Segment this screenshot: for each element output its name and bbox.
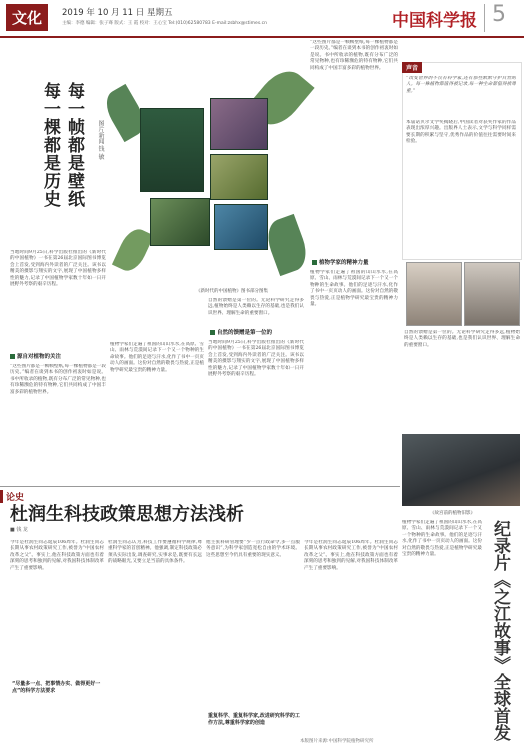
portrait-photo [464, 262, 520, 326]
book-cover-image [140, 108, 204, 192]
flower-photo [210, 98, 268, 150]
lower-column-3: 他主张科研管理要“少一点行政命令,多一点服务意识”,为科学家创造宽松自由的学术环境。这些思想至今仍具有重要的现实意义。 [206, 540, 300, 558]
lower-subhead-2: 重复科学、重复科学家,改进研究科学的工作方法,尊重科学家的创造 [208, 713, 300, 726]
subhead-botanist-spirit: 植物学家的精神力量 [312, 258, 369, 266]
masthead [0, 0, 524, 38]
right-lower-column: 植物学家们走遍了祖国的山山水水,在高原、雪山、雨林与荒漠间记录下一个又一个物种的生命故事。他们的足迹与汗水,化作了书中一页页动人的画面。这份对自然的敬畏与热爱,正是植物学研究最宝贵的精神力量。 [402, 520, 482, 558]
lower-column-1: 今年是杜润生同志诞辰106周年。杜润生同志长期从事农村政策研究工作,被誉为“中国农村改革之父”。事实上,他在科技政策方面也有着深刻的思考和独到的见解,对我国科技体制改革产生了重要影响。 [10, 540, 104, 571]
historic-photo-caption: 《故宫前的植物旧影》 [430, 511, 475, 516]
lower-section-tag: 论史 [0, 490, 24, 503]
section-divider [0, 486, 400, 487]
sidebar-text: 本届诺贝尔文学奖揭晓后,中国读者对获奖作家的作品表现出浓厚兴趣。出版界人士表示,文学与科学同样需要长期的积累与坚守,优秀作品的价值往往需要时间来检验。 [406, 120, 516, 145]
leaf-decoration [262, 214, 312, 276]
sidebar-text-lower: 自然的馈赠是第一位的。无论科学研究走得多远,植物始终是人类赖以生存的基础,也是我们认识世界、理解生命的重要窗口。 [404, 330, 520, 348]
body-column-3: 当地时间9月25日,科学出版社推出的《新时代的中国植物》一书在第26届北京国际图书博览会上首发,受到海内外读者的广泛关注。该书以精美的摄影与翔实的文字,展现了中国植物多样性的魅力,记录了中国植物学家数十年如一日开展野外考察的艰辛历程。 [208, 340, 304, 378]
plant-photo [210, 154, 268, 200]
body-column-4: “这些图片都是一帧帧壁纸,每一棵植物都是一段历史。”编者在谈到本书的创作初衷时如是说。书中所收录的植物,既有分布广泛的常见物种,也有珍稀濒危的特有物种,它们共同构成了中国丰富多彩的植物世界。 [310, 40, 398, 71]
sidebar-heading: 声音 [402, 62, 422, 73]
water-plant-photo [214, 204, 268, 250]
feature-author: 图片新闻 钱 敏 [97, 120, 104, 160]
lower-article-title: 杜润生科技政策思想方法浅析 [10, 504, 244, 525]
body-column-1: “这些图片都是一帧帧壁纸,每一棵植物都是一段历史。”编者在谈到本书的创作初衷时如是说。书中所收录的植物,既有分布广泛的常见物种,也有珍稀濒危的特有物种,它们共同构成了中国丰富多彩的植物世界。 [10, 364, 106, 395]
sidebar-quote: “改变世界的不仅有科学家,还有那些默默守护自然的人。每一株植物都值得被记录,每一种生命都值得被尊重。” [406, 76, 516, 94]
issue-date: 2019 年 10 月 11 日 星期五 [62, 8, 173, 18]
portrait-photo [406, 262, 462, 326]
feature-image-caption: 《新时代的中国植物》图书部分图集 [196, 289, 268, 294]
body-column-5: 植物学家们走遍了祖国的山山水水,在高原、雪山、雨林与荒漠间记录下一个又一个物种的生命故事。他们的足迹与汗水,化作了书中一页页动人的画面。这份对自然的敬畏与热爱,正是植物学研究最宝贵的精神力量。 [310, 270, 398, 308]
intro-paragraph: 当地时间9月25日,科学出版社推出的《新时代的中国植物》一书在第26届北京国际图书博览会上首发,受到海内外读者的广泛关注。该书以精美的摄影与翔实的文字,展现了中国植物多样性的魅力,记录了中国植物学家数十年如一日开展野外考察的艰辛历程。 [10, 250, 106, 288]
page-number: 5 [492, 2, 506, 27]
subhead-nature-gift: 自然的馈赠是第一位的 [210, 328, 272, 336]
feature-title-1: 每一帧都是壁纸 [64, 82, 84, 208]
page-footer: 本版图片来源:中国科学院植物研究所 [300, 739, 374, 744]
body-column-3-top: 自然的馈赠是第一位的。无论科学研究走得多远,植物始终是人类赖以生存的基础,也是我们认识世界、理解生命的重要窗口。 [208, 298, 304, 316]
lower-column-2: 杜润生同志认为,科技工作要遵循科学规律,尊重科学家的首创精神。他强调,制定科技政策必须从实际出发,调查研究,实事求是,既要有长远的战略眼光,又要立足当前的具体条件。 [108, 540, 202, 565]
masthead-divider [484, 4, 485, 32]
historic-photo [402, 434, 520, 506]
forest-photo [150, 198, 210, 246]
section-tag: 文化 [6, 4, 48, 31]
feature-title-2: 每一棵都是历史 [40, 82, 60, 208]
lower-subhead-1: “尽量多一点、把事情办实、做得更好一点”的科学方法要求 [12, 681, 101, 694]
leaf-decoration [112, 225, 154, 276]
plant-collage [110, 68, 310, 288]
newspaper-logo: 中国科学报 [392, 11, 477, 31]
lower-article-byline: ■ 钱 龙 [10, 527, 28, 533]
body-column-2: 植物学家们走遍了祖国的山山水水,在高原、雪山、雨林与荒漠间记录下一个又一个物种的生命故事。他们的足迹与汗水,化作了书中一页页动人的画面。这份对自然的敬畏与热爱,正是植物学研究最宝贵的精神力量。 [110, 342, 204, 373]
staff-credits: 主编：李德 编辑：张子骞 版式：王 霞 校对：王心宝 Tel:(010)62580783 E-mail:zsbhx@stimes.cn [62, 21, 267, 26]
subhead-plant-focus: 源自对植物的关注 [10, 352, 61, 360]
lower-column-4: 今年是杜润生同志诞辰106周年。杜润生同志长期从事农村政策研究工作,被誉为“中国农村改革之父”。事实上,他在科技政策方面也有着深刻的思考和独到的见解,对我国科技体制改革产生了重要影响。 [304, 540, 398, 571]
vertical-headline: 纪录片《之江故事》全球首发 [490, 520, 510, 741]
